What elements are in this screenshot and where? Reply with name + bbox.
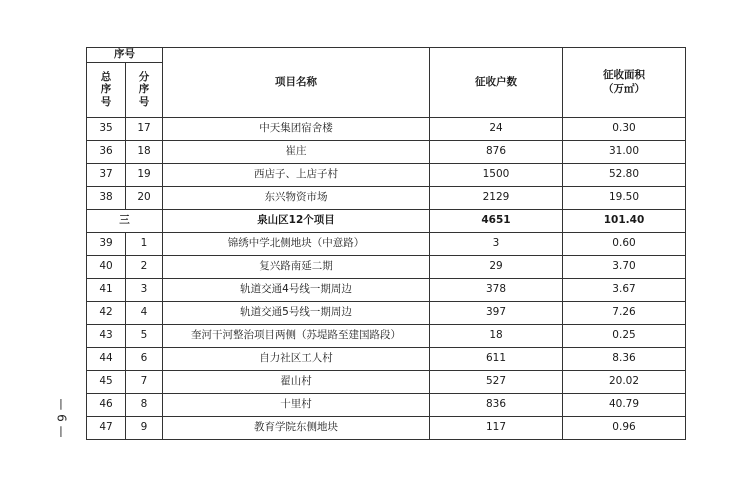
households-cell: 2129 [430,187,563,210]
project-name-cell: 复兴路南延二期 [163,256,430,279]
households-cell: 378 [430,279,563,302]
households-cell: 29 [430,256,563,279]
sub-seq-cell: 9 [126,417,163,440]
table-row [87,417,686,440]
project-name-cell: 教育学院东侧地块 [163,417,430,440]
sub-seq-cell: 2 [126,256,163,279]
households-cell: 836 [430,394,563,417]
area-header [563,48,686,118]
sub-seq-cell: 20 [126,187,163,210]
households-cell: 24 [430,118,563,141]
header-row-1 [87,48,686,63]
households-cell: 1500 [430,164,563,187]
table-row [87,279,686,302]
table-row [87,394,686,417]
area-cell: 20.02 [563,371,686,394]
area-cell: 0.96 [563,417,686,440]
sub-seq-cell: 19 [126,164,163,187]
table-row [87,371,686,394]
project-name-cell: 奎河干河整治项目两侧（苏堤路至建国路段） [163,325,430,348]
sub-seq-cell: 8 [126,394,163,417]
project-name-cell: 东兴物资市场 [163,187,430,210]
households-cell: 18 [430,325,563,348]
table-row [87,187,686,210]
total-seq-cell: 41 [87,279,126,302]
table-row [87,325,686,348]
project-name-cell: 翟山村 [163,371,430,394]
district-area-cell: 101.40 [563,210,686,233]
table-row [87,256,686,279]
project-name-cell: 十里村 [163,394,430,417]
households-header: 征收户数 [430,48,563,118]
households-cell: 117 [430,417,563,440]
area-cell: 0.25 [563,325,686,348]
project-name-cell: 轨道交通5号线一期周边 [163,302,430,325]
name-header: 项目名称 [163,48,430,118]
total-seq-cell: 44 [87,348,126,371]
table-row [87,302,686,325]
expropriation-table [86,47,686,440]
sub-seq-cell: 6 [126,348,163,371]
project-name-cell: 自力社区工人村 [163,348,430,371]
sub-seq-header: 分 序 号 [126,63,163,118]
households-cell: 611 [430,348,563,371]
area-cell: 31.00 [563,141,686,164]
project-name-cell: 锦绣中学北侧地块（中意路） [163,233,430,256]
sub-seq-cell: 17 [126,118,163,141]
district-number-cell: 三 [87,210,163,233]
sub-seq-cell: 4 [126,302,163,325]
total-seq-cell: 46 [87,394,126,417]
area-cell: 0.30 [563,118,686,141]
total-seq-cell: 45 [87,371,126,394]
area-cell: 7.26 [563,302,686,325]
project-name-cell: 轨道交通4号线一期周边 [163,279,430,302]
sub-seq-cell: 3 [126,279,163,302]
page-number: — 6 — [55,398,70,438]
district-name-cell: 泉山区12个项目 [163,210,430,233]
area-cell: 8.36 [563,348,686,371]
total-seq-cell: 35 [87,118,126,141]
table-row [87,141,686,164]
district-households-cell: 4651 [430,210,563,233]
area-cell: 3.67 [563,279,686,302]
project-name-cell: 中天集团宿舍楼 [163,118,430,141]
area-cell: 19.50 [563,187,686,210]
total-seq-cell: 37 [87,164,126,187]
area-cell: 40.79 [563,394,686,417]
sub-seq-cell: 7 [126,371,163,394]
area-cell: 52.80 [563,164,686,187]
table-row [87,118,686,141]
total-seq-cell: 43 [87,325,126,348]
area-header-unit: （万㎡） [603,82,645,95]
area-cell: 0.60 [563,233,686,256]
total-seq-header: 总 序 号 [87,63,126,118]
area-header-title: 征收面积 [603,69,645,82]
subtotal-row [87,210,686,233]
table-row [87,233,686,256]
sub-seq-cell: 1 [126,233,163,256]
households-cell: 3 [430,233,563,256]
households-cell: 876 [430,141,563,164]
total-seq-cell: 42 [87,302,126,325]
table-row [87,348,686,371]
total-seq-cell: 47 [87,417,126,440]
area-cell: 3.70 [563,256,686,279]
total-seq-cell: 36 [87,141,126,164]
total-seq-cell: 38 [87,187,126,210]
table-row [87,164,686,187]
sub-seq-cell: 5 [126,325,163,348]
seq-header: 序号 [87,48,163,63]
sub-seq-cell: 18 [126,141,163,164]
total-seq-cell: 39 [87,233,126,256]
households-cell: 527 [430,371,563,394]
project-name-cell: 崔庄 [163,141,430,164]
total-seq-cell: 40 [87,256,126,279]
households-cell: 397 [430,302,563,325]
project-name-cell: 西店子、上店子村 [163,164,430,187]
